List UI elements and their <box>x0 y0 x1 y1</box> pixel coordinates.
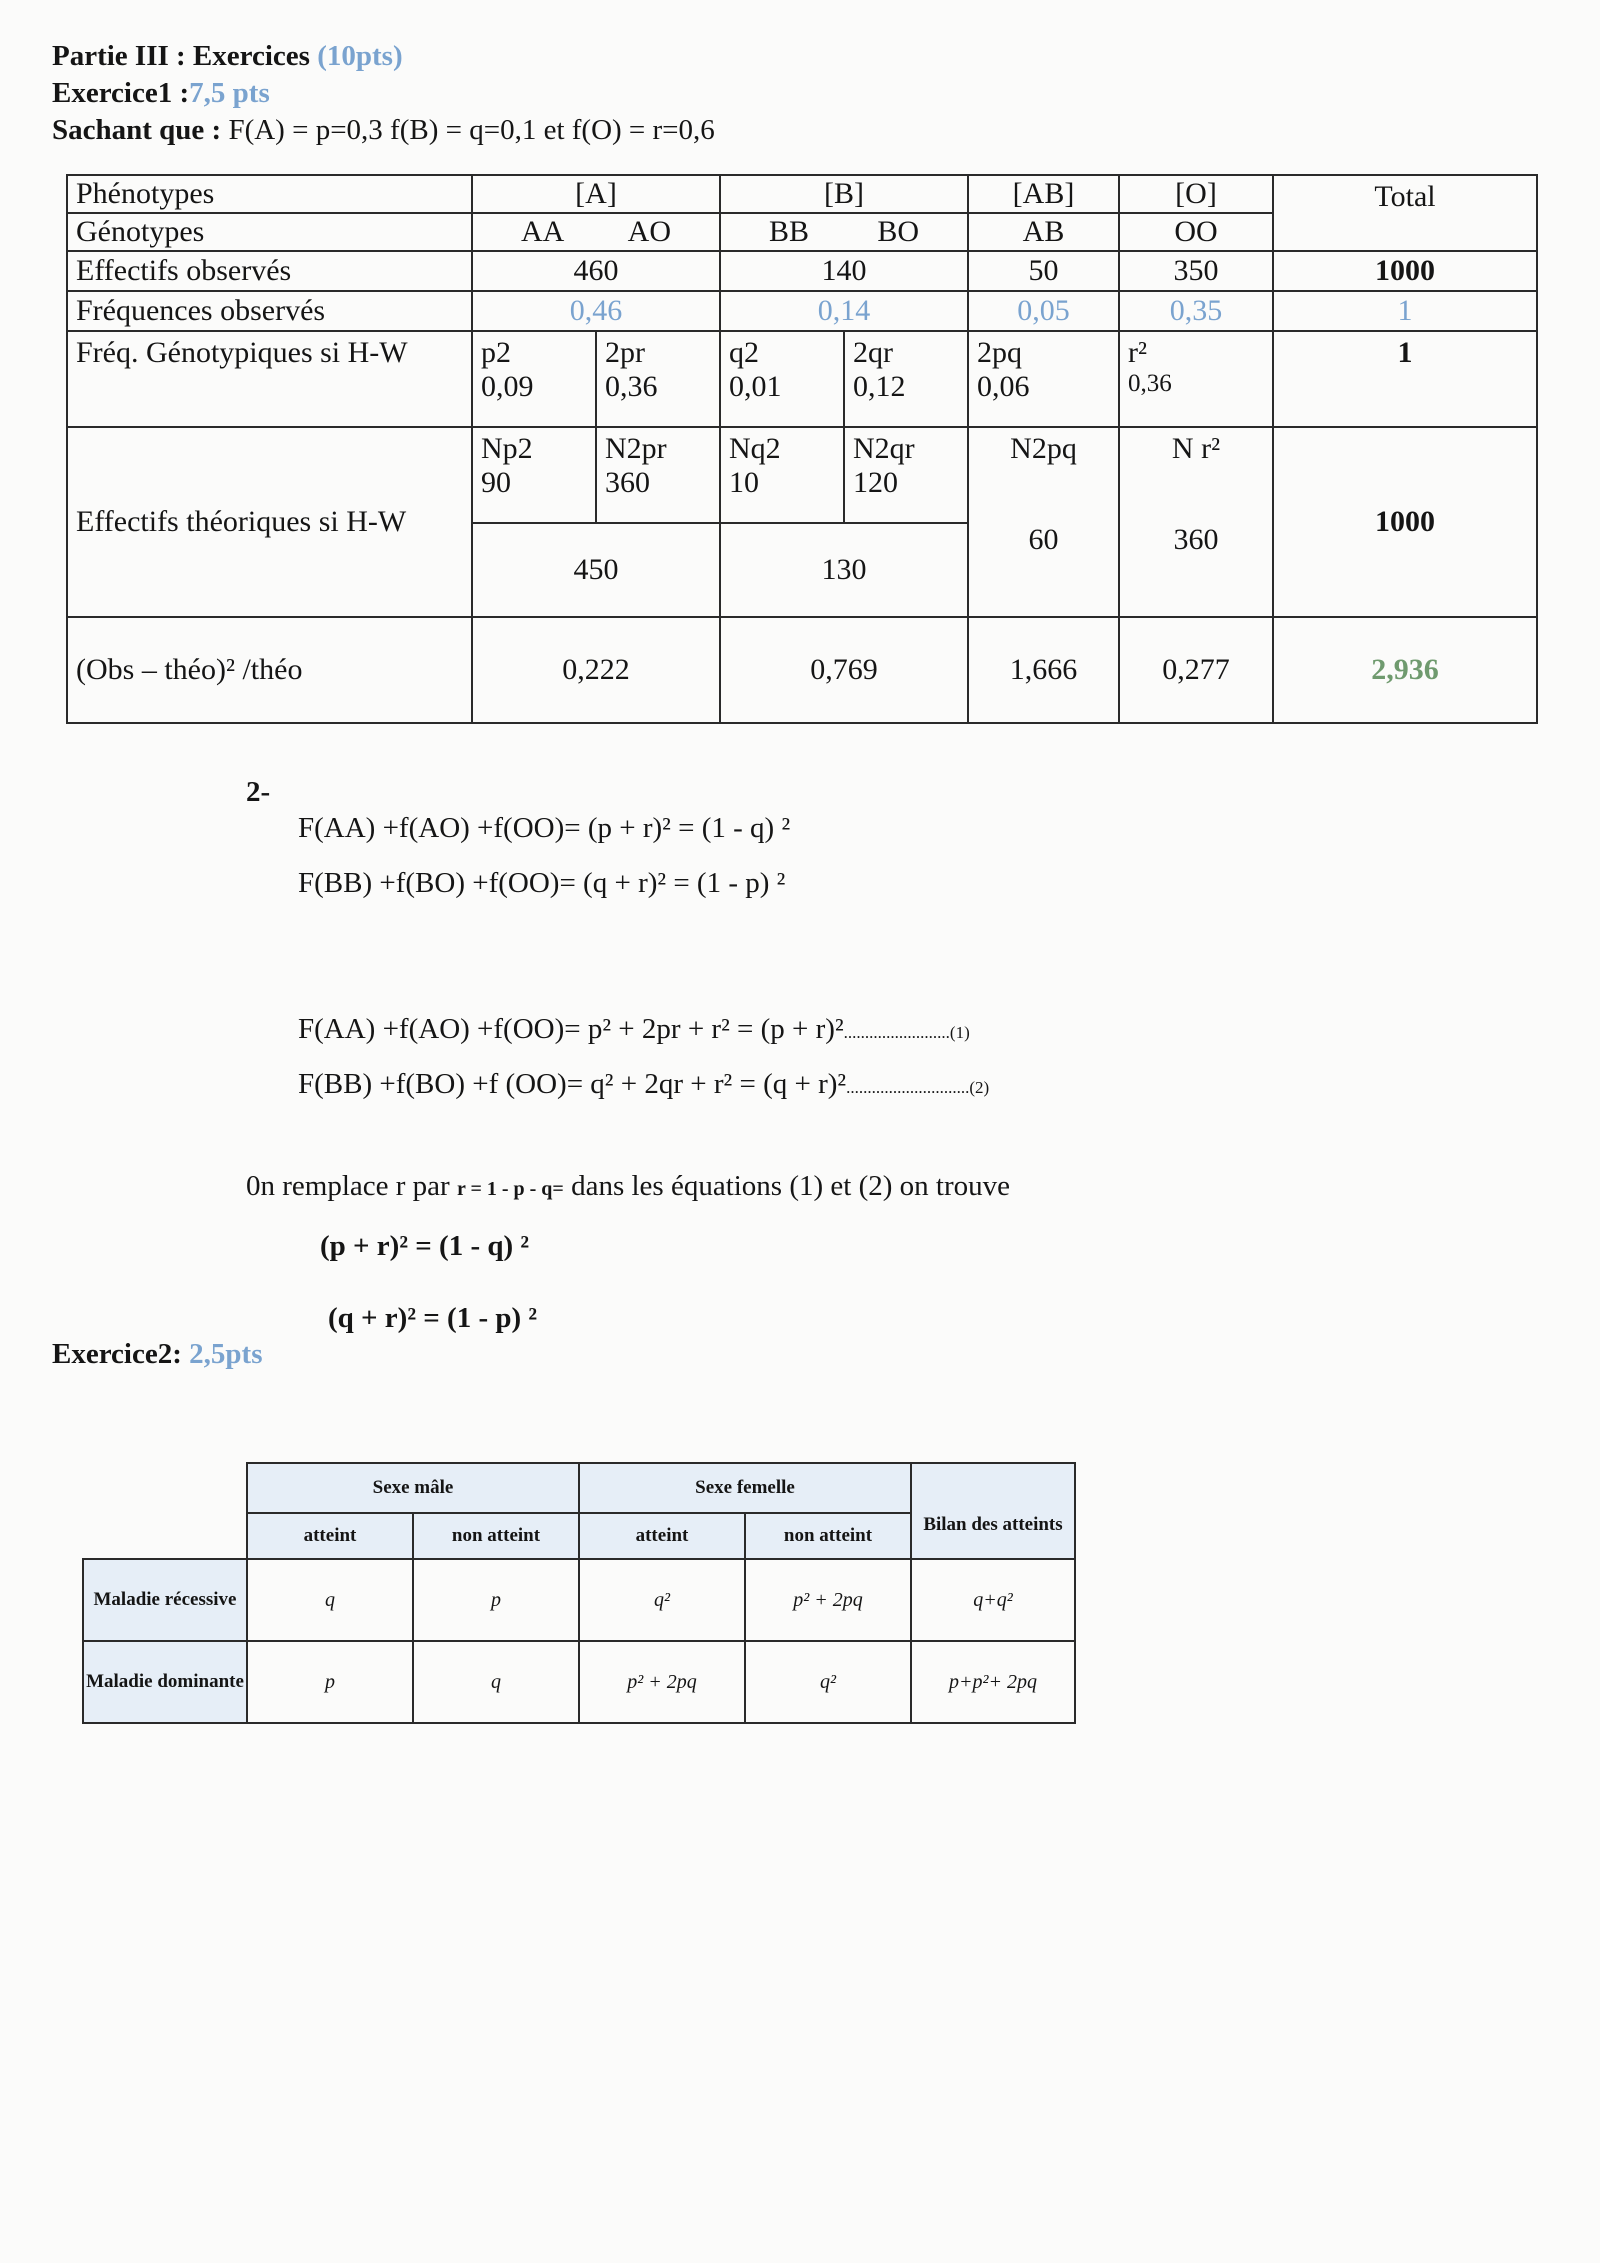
fg-aa-sym: p2 <box>481 336 511 369</box>
freq-a: 0,46 <box>472 291 720 331</box>
label-frequences-obs: Fréquences observés <box>67 291 472 331</box>
label-dominante: Maladie dominante <box>83 1641 247 1723</box>
et-bo-val: 120 <box>853 465 898 499</box>
sex-linked-table <box>82 1462 1076 1724</box>
row-frequences-observes <box>67 291 1537 331</box>
dom-male-non-atteint: q <box>413 1641 579 1723</box>
row-dominante <box>83 1641 1075 1723</box>
fg-bo-sym: 2qr <box>853 336 893 369</box>
et-bb <box>720 427 844 523</box>
label-genotypes: Génotypes <box>67 213 472 251</box>
obs-a: 460 <box>472 251 720 291</box>
total-header: Total <box>1273 175 1537 251</box>
row-recessive <box>83 1559 1075 1641</box>
fg-bb <box>720 331 844 427</box>
et-oo-sym: N r² <box>1119 427 1273 523</box>
row-chi-square <box>67 617 1537 723</box>
phenotype-a: [A] <box>472 175 720 213</box>
equation-3-ref: .........................(1) <box>843 1023 970 1042</box>
header-sexe-femelle: Sexe femelle <box>579 1463 911 1513</box>
fg-ab-sym: 2pq <box>977 336 1022 369</box>
fg-aa-val: 0,09 <box>481 369 534 403</box>
genotype-aa: AA <box>521 215 565 249</box>
section2-number: 2- <box>246 776 271 808</box>
et-bb-sym: Nq2 <box>729 432 781 465</box>
et-aa-val: 90 <box>481 465 511 499</box>
et-a-total: 450 <box>472 523 720 617</box>
fg-ao-val: 0,36 <box>605 369 658 403</box>
fg-oo-val: 0,36 <box>1128 369 1172 397</box>
row-effectifs-observes <box>67 251 1537 291</box>
dom-male-atteint: p <box>247 1641 413 1723</box>
hardy-weinberg-table <box>66 174 1538 724</box>
given-label: Sachant que : <box>52 114 222 146</box>
fg-oo <box>1119 331 1273 427</box>
fg-bo-val: 0,12 <box>853 369 906 403</box>
et-ao-val: 360 <box>605 465 650 499</box>
et-aa <box>472 427 596 523</box>
et-b-total: 130 <box>720 523 968 617</box>
label-freq-geno: Fréq. Génotypiques si H-W <box>67 331 472 427</box>
et-ao-sym: N2pr <box>605 432 667 465</box>
exercise2-points: 2,5pts <box>189 1338 263 1370</box>
et-ao <box>596 427 720 523</box>
dom-femelle-non-atteint: q² <box>745 1641 911 1723</box>
phenotype-b: [B] <box>720 175 968 213</box>
rec-male-atteint: q <box>247 1559 413 1641</box>
fg-ab-val: 0,06 <box>977 369 1030 403</box>
et-ab-val: 60 <box>968 523 1119 617</box>
header-femelle-atteint: atteint <box>579 1513 745 1559</box>
dom-femelle-atteint: p² + 2pq <box>579 1641 745 1723</box>
et-bo-sym: N2qr <box>853 432 915 465</box>
freq-total: 1 <box>1273 291 1537 331</box>
ex2-header-row-1 <box>83 1463 1075 1513</box>
equation-2: F(BB) +f(BO) +f(OO)= (q + r)² = (1 - p) ² <box>298 867 786 899</box>
header-bilan: Bilan des atteints <box>911 1463 1075 1559</box>
et-bo <box>844 427 968 523</box>
label-effectifs-theo: Effectifs théoriques si H-W <box>67 427 472 617</box>
exercise1-label: Exercice1 : <box>52 77 190 109</box>
rec-male-non-atteint: p <box>413 1559 579 1641</box>
et-oo-val: 360 <box>1119 523 1273 617</box>
freq-b: 0,14 <box>720 291 968 331</box>
equation-4-ref: .............................(2) <box>846 1078 990 1097</box>
genotypes-a <box>472 213 720 251</box>
genotype-oo: OO <box>1119 213 1273 251</box>
chi-total: 2,936 <box>1273 617 1537 723</box>
substitution-sentence <box>246 1170 1010 1203</box>
equation-4 <box>298 1068 989 1101</box>
fg-bo <box>844 331 968 427</box>
fg-ao <box>596 331 720 427</box>
genotype-ao: AO <box>627 215 671 249</box>
fg-total: 1 <box>1273 331 1537 427</box>
substitution-text-c: dans les équations (1) et (2) on trouve <box>563 1170 1010 1202</box>
fg-oo-sym: r² <box>1128 336 1147 369</box>
chi-ab: 1,666 <box>968 617 1119 723</box>
part-points: (10pts) <box>317 40 403 72</box>
fg-bb-sym: q2 <box>729 336 759 369</box>
et-ab-sym: N2pq <box>968 427 1119 523</box>
substitution-text-a: 0n remplace r par <box>246 1170 457 1202</box>
header-male-atteint: atteint <box>247 1513 413 1559</box>
freq-o: 0,35 <box>1119 291 1273 331</box>
given-frequencies <box>52 114 715 147</box>
ex2-corner <box>83 1463 247 1559</box>
freq-ab: 0,05 <box>968 291 1119 331</box>
header-femelle-non-atteint: non atteint <box>745 1513 911 1559</box>
rec-femelle-atteint: q² <box>579 1559 745 1641</box>
label-chi: (Obs – théo)² /théo <box>67 617 472 723</box>
phenotype-ab: [AB] <box>968 175 1119 213</box>
rec-bilan: q+q² <box>911 1559 1075 1641</box>
equation-3 <box>298 1013 970 1046</box>
obs-b: 140 <box>720 251 968 291</box>
et-total: 1000 <box>1273 427 1537 617</box>
label-recessive: Maladie récessive <box>83 1559 247 1641</box>
genotype-bb: BB <box>769 215 810 249</box>
chi-o: 0,277 <box>1119 617 1273 723</box>
fg-ao-sym: 2pr <box>605 336 645 369</box>
row-phenotypes <box>67 175 1537 213</box>
row-freq-genotypiques <box>67 331 1537 427</box>
chi-a: 0,222 <box>472 617 720 723</box>
row-effectifs-theoriques <box>67 427 1537 523</box>
part-title <box>52 40 403 73</box>
obs-ab: 50 <box>968 251 1119 291</box>
exercise1-title <box>52 77 270 110</box>
fg-bb-val: 0,01 <box>729 369 782 403</box>
equation-4-text: F(BB) +f(BO) +f (OO)= q² + 2qr + r² = (q + r)² <box>298 1068 847 1100</box>
dom-bilan: p+p²+ 2pq <box>911 1641 1075 1723</box>
chi-b: 0,769 <box>720 617 968 723</box>
genotype-bo: BO <box>877 215 919 249</box>
part-title-text: Partie III : Exercices <box>52 40 310 72</box>
exercise2-title <box>52 1338 262 1371</box>
et-aa-sym: Np2 <box>481 432 533 465</box>
obs-o: 350 <box>1119 251 1273 291</box>
result-2: (q + r)² = (1 - p) ² <box>328 1302 538 1334</box>
equation-1: F(AA) +f(AO) +f(OO)= (p + r)² = (1 - q) ² <box>298 812 791 844</box>
given-text: F(A) = p=0,3 f(B) = q=0,1 et f(O) = r=0,6 <box>228 114 715 146</box>
fg-aa <box>472 331 596 427</box>
exercise2-label: Exercice2: <box>52 1338 182 1370</box>
header-male-non-atteint: non atteint <box>413 1513 579 1559</box>
label-effectifs-obs: Effectifs observés <box>67 251 472 291</box>
genotypes-b <box>720 213 968 251</box>
substitution-formula: r = 1 - p - q= <box>456 1178 564 1200</box>
exercise1-points: 7,5 pts <box>189 77 270 109</box>
genotype-ab: AB <box>968 213 1119 251</box>
fg-ab <box>968 331 1119 427</box>
phenotype-o: [O] <box>1119 175 1273 213</box>
et-bb-val: 10 <box>729 465 759 499</box>
result-1: (p + r)² = (1 - q) ² <box>320 1230 530 1262</box>
obs-total: 1000 <box>1273 251 1537 291</box>
equation-3-text: F(AA) +f(AO) +f(OO)= p² + 2pr + r² = (p + r)² <box>298 1013 844 1045</box>
header-sexe-male: Sexe mâle <box>247 1463 579 1513</box>
rec-femelle-non-atteint: p² + 2pq <box>745 1559 911 1641</box>
label-phenotypes: Phénotypes <box>67 175 472 213</box>
